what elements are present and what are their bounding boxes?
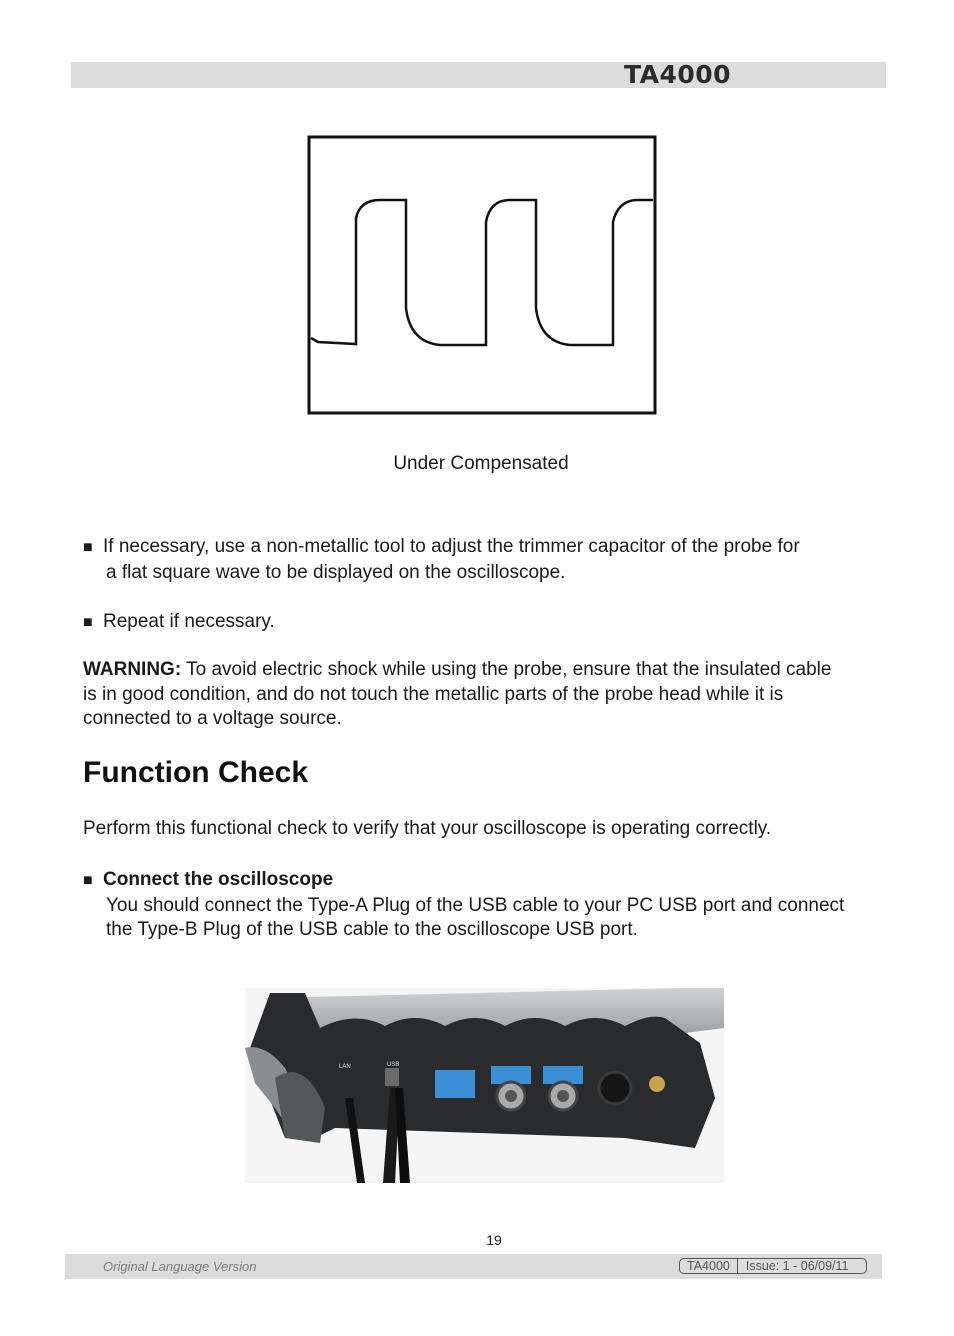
under-compensated-waveform-figure bbox=[300, 130, 664, 430]
header-bar bbox=[71, 62, 886, 88]
bullet-text-cont: a flat square wave to be displayed on the oscilloscope. bbox=[106, 561, 566, 583]
footer-issue: Issue: 1 - 06/09/11 bbox=[745, 1259, 849, 1273]
waveform-frame bbox=[309, 137, 655, 413]
port-label-usb: USB bbox=[387, 1062, 400, 1068]
oscilloscope-ports-photo bbox=[245, 988, 724, 1183]
waveform-trace bbox=[311, 200, 653, 345]
step-title: Connect the oscilloscope bbox=[103, 869, 334, 890]
figure-caption: Under Compensated bbox=[393, 453, 569, 474]
footer-doc-info bbox=[679, 1258, 867, 1274]
oscilloscope-photo-illustration bbox=[245, 988, 724, 1183]
bullet-adjust-trimmer bbox=[83, 535, 800, 585]
intro-paragraph: Perform this functional check to verify that your oscilloscope is operating correctly. bbox=[83, 818, 772, 839]
bullet-repeat bbox=[83, 610, 275, 636]
warning-text-cont: is in good condition, and do not touch the metallic parts of the probe head while it is bbox=[83, 683, 784, 705]
port-label-lan: LAN bbox=[339, 1064, 351, 1070]
step-connect bbox=[83, 868, 844, 943]
bullet-square-icon: ■ bbox=[83, 872, 93, 889]
warning-text: To avoid electric shock while using the probe, ensure that the insulated cable bbox=[181, 659, 832, 680]
warning-paragraph bbox=[83, 658, 831, 732]
section-heading: Function Check bbox=[83, 756, 309, 789]
bullet-square-icon: ■ bbox=[83, 539, 93, 556]
warning-label: WARNING: bbox=[83, 659, 182, 680]
footer-language-note: Original Language Version bbox=[103, 1259, 257, 1274]
bullet-text: Repeat if necessary. bbox=[103, 611, 275, 632]
step-text: You should connect the Type-A Plug of the USB cable to your PC USB port and connect bbox=[106, 894, 845, 916]
step-text-cont: the Type-B Plug of the USB cable to the oscilloscope USB port. bbox=[106, 919, 638, 940]
footer-model: TA4000 bbox=[680, 1259, 738, 1273]
bullet-square-icon: ■ bbox=[83, 614, 93, 631]
header-title: TA4000 bbox=[624, 60, 732, 89]
page-number: 19 bbox=[486, 1232, 502, 1248]
warning-text-cont: connected to a voltage source. bbox=[83, 708, 342, 729]
bullet-text: If necessary, use a non-metallic tool to adjust the trimmer capacitor of the probe for bbox=[103, 536, 800, 557]
